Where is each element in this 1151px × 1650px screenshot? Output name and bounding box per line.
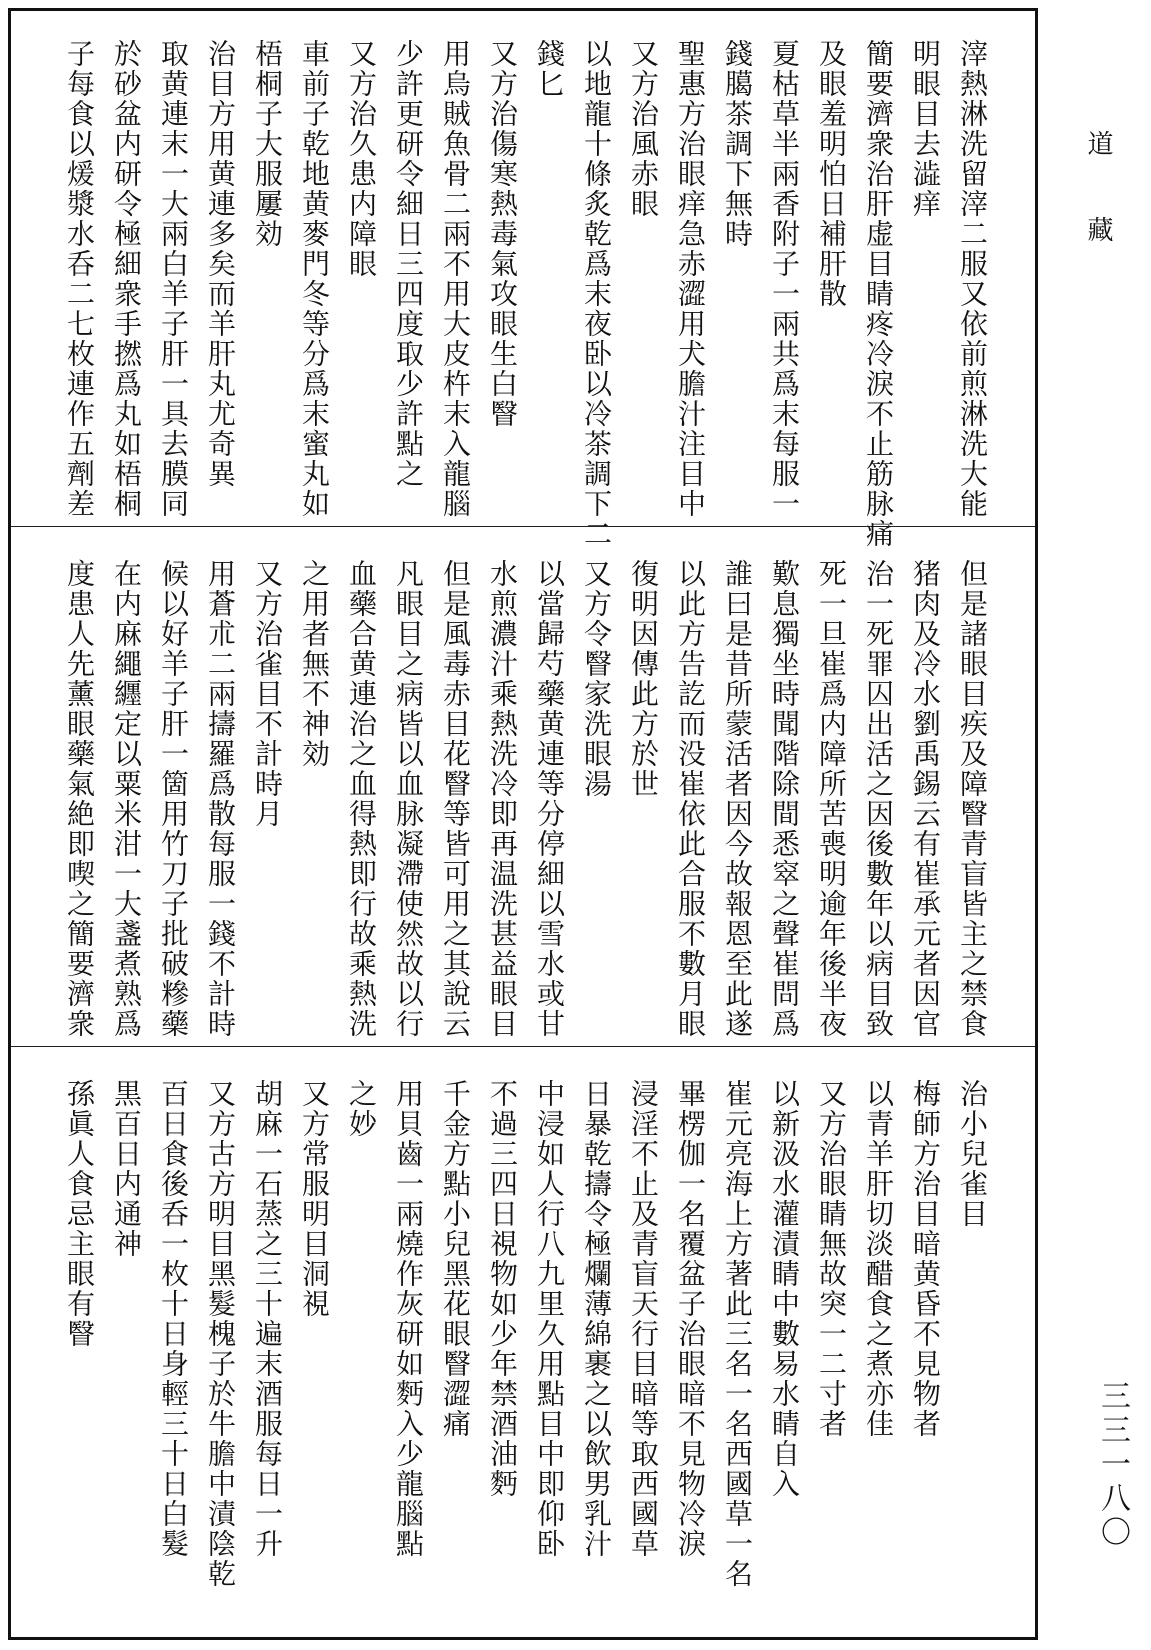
text-column: 浸淫不止及青盲天行目暗等取西國草 (627, 1079, 660, 1559)
text-column: 滓熱淋洗留滓二服又依前煎淋洗大能 (956, 39, 989, 519)
text-column: 胡麻一石蒸之三十遍末酒服每日一升 (251, 1079, 284, 1559)
margin-title: 道藏 (1083, 130, 1113, 302)
text-column: 取黄連末一大兩白羊子肝一具去膜同 (157, 39, 190, 519)
text-column: 用烏賊魚骨二兩不用大皮杵末入龍腦 (439, 39, 472, 519)
text-column: 歎息獨坐時聞階除間悉窣之聲崔問爲 (768, 559, 801, 1039)
text-column: 又方古方明目黑髮槐子於牛膽中漬陰乾 (204, 1079, 237, 1589)
text-column: 黒百日内通神 (110, 1079, 143, 1259)
text-column: 治小兒雀目 (956, 1079, 989, 1229)
text-column: 復明因傳此方於世 (627, 559, 660, 799)
text-column: 錢臈茶調下無時 (721, 39, 754, 249)
page-frame (8, 8, 1038, 1640)
text-panel-middle (11, 531, 1035, 1046)
text-column: 度患人先薰眼藥氣絶即喫之簡要濟衆 (63, 559, 96, 1039)
text-column: 水煎濃汁乘熱洗冷即再温洗甚益眼目 (486, 559, 519, 1039)
text-column: 又方治眼睛無故突一二寸者 (815, 1079, 848, 1439)
text-column: 百日食後呑一枚十日身輕三十日白髮 (157, 1079, 190, 1559)
text-column: 於砂盆内研令極細衆手撚爲丸如梧桐 (110, 39, 143, 519)
text-column: 又方治久患内障眼 (345, 39, 378, 279)
text-column: 錢匕 (533, 39, 566, 99)
text-column: 夏枯草半兩香附子一兩共爲末每服一 (768, 39, 801, 519)
text-column: 又方治傷寒熱毒氣攻眼生白瞖 (486, 39, 519, 429)
text-column: 但是風毒赤目花瞖等皆可用之其說云 (439, 559, 472, 1039)
text-column: 死一旦崔爲内障所苦喪明逾年後半夜 (815, 559, 848, 1039)
text-column: 千金方點小兒黑花眼瞖澀痛 (439, 1079, 472, 1439)
text-column: 以地龍十條炙乾爲末夜卧以冷茶調下二 (580, 39, 613, 549)
text-column: 明眼目去澁痒 (909, 39, 942, 219)
page-number: 三三一八〇 (1095, 1380, 1130, 1550)
text-column: 誰曰是昔所蒙活者因今故報恩至此遂 (721, 559, 754, 1039)
text-panel-top (11, 11, 1035, 549)
text-column: 梅師方治目暗黄昏不見物者 (909, 1079, 942, 1439)
text-column: 及眼羞明怕日補肝散 (815, 39, 848, 309)
text-column: 之妙 (345, 1079, 378, 1139)
text-column: 又方治雀目不計時月 (251, 559, 284, 829)
text-column: 又方令瞖家洗眼湯 (580, 559, 613, 799)
text-column: 少許更研令細日三四度取少許點之 (392, 39, 425, 489)
text-column: 聖惠方治眼痒急赤澀用犬膽汁注目中 (674, 39, 707, 519)
text-column: 以新汲水灌漬睛中數易水睛自入 (768, 1079, 801, 1499)
text-column: 孫眞人食忌主眼有瞖 (63, 1079, 96, 1349)
text-column: 日暴乾擣令極爛薄綿裹之以飲男乳汁 (580, 1079, 613, 1559)
text-column: 用蒼朮二兩擣羅爲散每服一錢不計時 (204, 559, 237, 1039)
text-column: 治目方用黄連多矣而羊肝丸尤奇異 (204, 39, 237, 489)
text-column: 不過三四日視物如少年禁酒油麪 (486, 1079, 519, 1499)
text-column: 在内麻繩纒定以粟米泔一大盞煮熟爲 (110, 559, 143, 1039)
text-column: 用貝齒一兩燒作灰研如麪入少龍腦點 (392, 1079, 425, 1559)
text-column: 以當歸芍藥黄連等分停細以雪水或甘 (533, 559, 566, 1039)
text-column: 治一死罪囚出活之因後數年以病目致 (862, 559, 895, 1039)
text-column: 候以好羊子肝一箇用竹刀子批破糝藥 (157, 559, 190, 1039)
text-column: 以此方告訖而没崔依此合服不數月眼 (674, 559, 707, 1039)
text-column: 梧桐子大服屢効 (251, 39, 284, 249)
text-column: 血藥合黄連治之血得熱即行故乘熱洗 (345, 559, 378, 1039)
panel-divider-2 (11, 1046, 1035, 1047)
text-column: 又方常服明目洞視 (298, 1079, 331, 1319)
text-column: 以青羊肝切淡醋食之煮亦佳 (862, 1079, 895, 1439)
text-column: 猪肉及冷水劉禹錫云有崔承元者因官 (909, 559, 942, 1039)
text-column: 中浸如人行八九里久用點目中即仰卧 (533, 1079, 566, 1559)
text-column: 之用者無不神効 (298, 559, 331, 769)
text-column: 凡眼目之病皆以血脉凝滯使然故以行 (392, 559, 425, 1039)
text-panel-bottom (11, 1051, 1035, 1641)
text-column: 崔元亮海上方著此三名一名西國草一名 (721, 1079, 754, 1589)
text-column: 子每食以煖漿水呑二七枚連作五劑差 (63, 39, 96, 519)
text-column: 又方治風赤眼 (627, 39, 660, 219)
text-column: 畢楞伽一名覆盆子治眼暗不見物冷淚 (674, 1079, 707, 1559)
text-column: 車前子乾地黄麥門冬等分爲末蜜丸如 (298, 39, 331, 519)
text-column: 但是諸眼目疾及障瞖青盲皆主之禁食 (956, 559, 989, 1039)
text-column: 簡要濟衆治肝虚目睛疼冷淚不止筋脉痛 (862, 39, 895, 549)
